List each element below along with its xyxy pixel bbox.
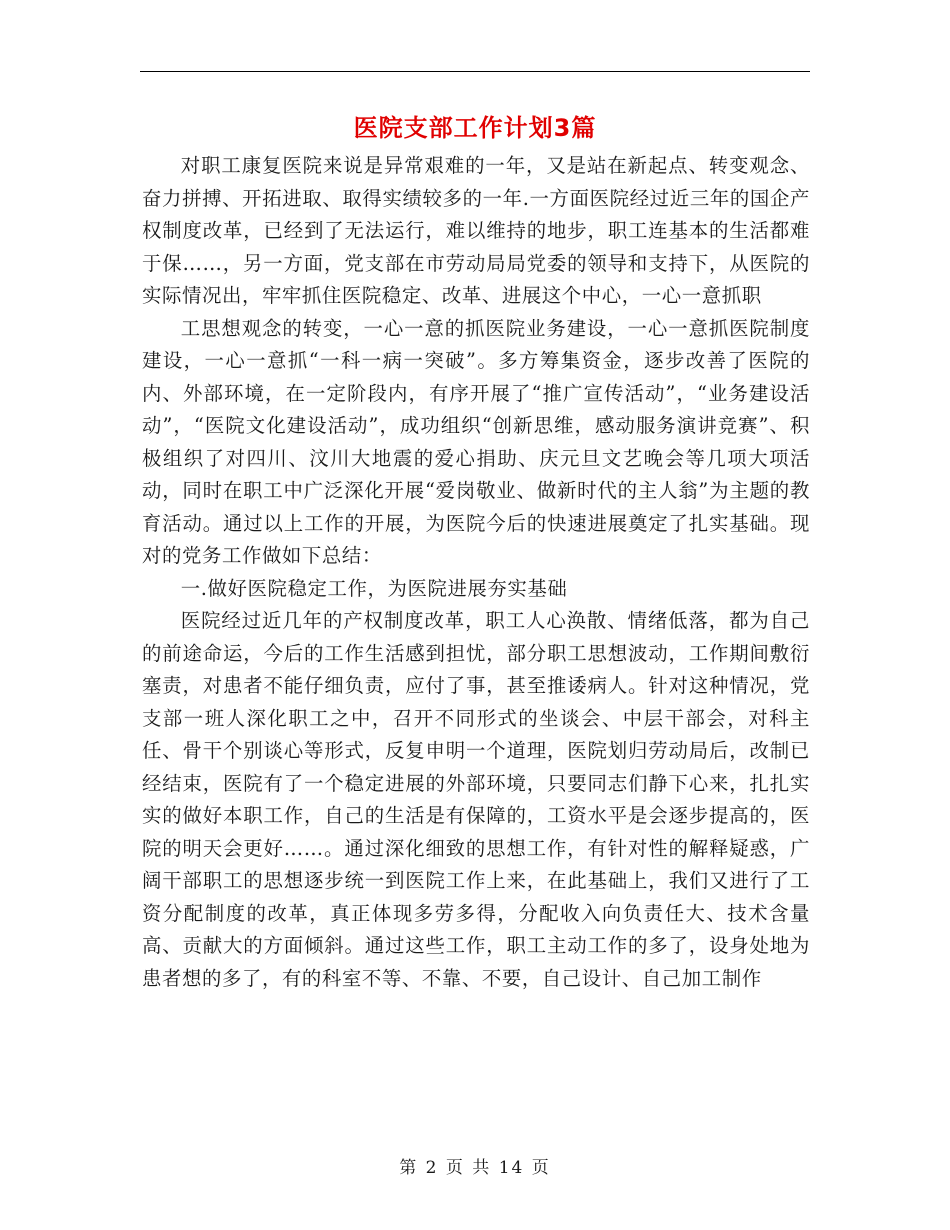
body-paragraph: 医院经过近几年的产权制度改革，职工人心涣散、情绪低落，都为自己的前途命运，今后的工作生活感到担忧，部分职工思想波动，工作期间敷衍塞责，对患者不能仔细负责，应付了事，甚至推诿病人。针对这种情况，党支部一班人深化职工之中，召开不同形式的坐谈会、中层干部会，对科主任、骨干个别谈心等形式，反复申明一个道理，医院划归劳动局后，改制已经结束，医院有了一个稳定进展的外部环境，只要同志们静下心来，扎扎实实的做好本职工作，自己的生活是有保障的，工资水平是会逐步提高的，医院的明天会更好……。通过深化细致的思想工作，有针对性的解释疑惑，广阔干部职工的思想逐步统一到医院工作上来，在此基础上，我们又进行了工资分配制度的改革，真正体现多劳多得，分配收入向负责任大、技术含量高、贡献大的方面倾斜。通过这些工作，职工主动工作的多了，设身处地为患者想的多了，有的科室不等、不靠、不要，自己设计、自己加工制作 — [142, 609, 810, 990]
page-number: 第 2 页 共 14 页 — [399, 1158, 551, 1178]
body-paragraph: 工思想观念的转变，一心一意的抓医院业务建设，一心一意抓医院制度建设，一心一意抓“一科一病一突破”。多方筹集资金，逐步改善了医院的内、外部环境，在一定阶段内，有序开展了“推广宣传活动”，“业务建设活动”，“医院文化建设活动”，成功组织“创新思维，感动服务演讲竞赛”、积极组织了对四川、汶川大地震的爱心捐助、庆元旦文艺晚会等几项大项活动，同时在职工中广泛深化开展“爱岗敬业、做新时代的主人翁”为主题的教育活动。通过以上工作的开展，为医院今后的快速进展奠定了扎实基础。现对的党务工作做如下总结： — [142, 316, 810, 567]
document-body — [142, 150, 810, 995]
document-title: 医院支部工作计划3篇 — [353, 114, 597, 142]
body-paragraph: 对职工康复医院来说是异常艰难的一年，又是站在新起点、转变观念、奋力拼搏、开拓进取、取得实绩较多的一年.一方面医院经过近三年的国企产权制度改革，已经到了无法运行，难以维持的地步，职工连基本的生活都难于保……，另一方面，党支部在市劳动局局党委的领导和支持下，从医院的实际情况出，牢牢抓住医院稳定、改革、进展这个中心，一心一意抓职 — [142, 154, 810, 307]
header-rule — [140, 71, 810, 72]
section-heading: 一.做好医院稳定工作，为医院进展夯实基础 — [180, 576, 568, 600]
